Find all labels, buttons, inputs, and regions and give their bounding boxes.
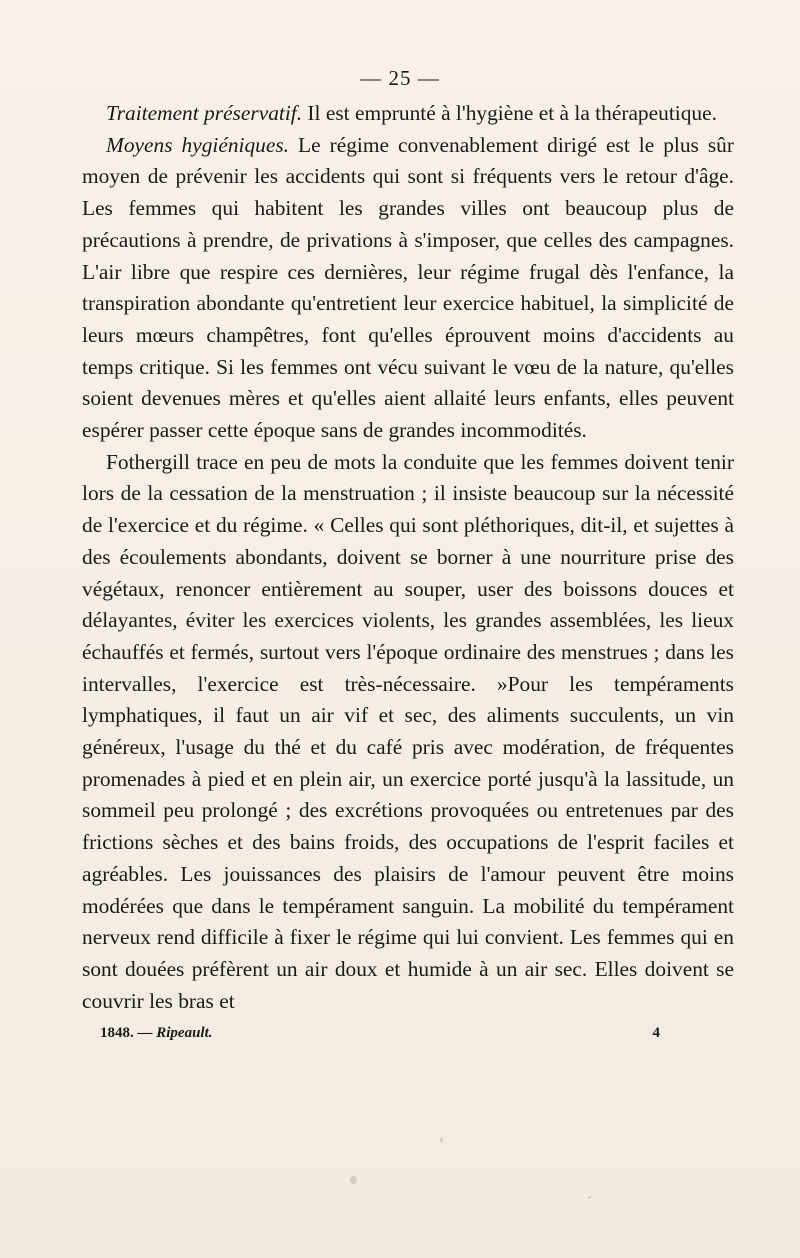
paragraph-body: Fothergill trace en peu de mots la conduite que les femmes doivent tenir lors de la cessation de la menstruation ; il insiste beaucoup sur la nécessité de l'exercice et du régime. « Celles qui sont pléthoriques, dit-il, et sujettes à des écoulements abondants, doivent se borner à une nourriture prise des végétaux, renoncer entièrement au souper, user des boissons douces et délayantes, éviter les exercices violents, les grandes assemblées, les lieux échauffés et fermés, surtout vers l'époque ordinaire des menstrues ; dans les intervalles, l'exercice est très-nécessaire. »Pour les tempéraments lymphatiques, il faut un air vif et sec, des aliments succulents, un vin généreux, l'usage du thé et du café pris avec modération, de fréquentes promenades à pied et en plein air, un exercice porté jusqu'à la lassitude, un sommeil peu prolongé ; des excrétions provoquées ou entretenues par des frictions sèches et des bains froids, des occupations de l'esprit faciles et agréables. Les jouissances des plaisirs de l'amour peuvent être moins modérées que dans le tempérament sanguin. La mobilité du tempérament nerveux rend difficile à fixer le régime qui lui convient. Les femmes qui en sont douées préfèrent un air doux et humide à un air sec. Elles doivent se couvrir les bras et	[82, 449, 734, 1013]
paragraph-heading: Moyens hygiéniques.	[106, 132, 290, 157]
paragraph-body: Il est emprunté à l'hygiène et à la thérapeutique.	[302, 101, 717, 125]
paper-speck	[440, 1138, 443, 1142]
paragraph-heading: Traitement préservatif.	[106, 101, 303, 125]
paper-speck	[588, 1196, 591, 1199]
page-footer	[100, 1025, 660, 1042]
paragraph-body: Le régime convenablement dirigé est le plus sûr moyen de prévenir les accidents qui sont si fréquents vers le retour d'âge. Les femmes qui habitent les grandes villes ont beaucoup plus de précautions à prendre, de privations à s'imposer, que celles des campagnes. L'air libre que respire ces dernières, leur régime frugal dès l'enfance, la transpiration abondante qu'entretient leur exercice habituel, la simplicité de leurs mœurs champêtres, font qu'elles éprouvent moins d'accidents au temps critique. Si les femmes ont vécu suivant le vœu de la nature, qu'elles soient devenues mères et qu'elles aient allaité leurs enfants, elles peuvent espérer passer cette époque sans de grandes incommodités.	[82, 132, 735, 443]
body-text	[82, 98, 734, 1017]
footer-imprint	[100, 1025, 213, 1042]
page-number: — 25 —	[360, 66, 440, 90]
footer-year: 1848.	[100, 1025, 134, 1041]
signature-mark: 4	[652, 1025, 660, 1041]
footer-author: — Ripeault.	[137, 1025, 213, 1041]
paragraph-fothergill	[82, 447, 734, 1018]
paragraph-traitement	[82, 98, 734, 130]
paper-speck	[350, 1176, 357, 1184]
paragraph-moyens	[82, 130, 734, 447]
